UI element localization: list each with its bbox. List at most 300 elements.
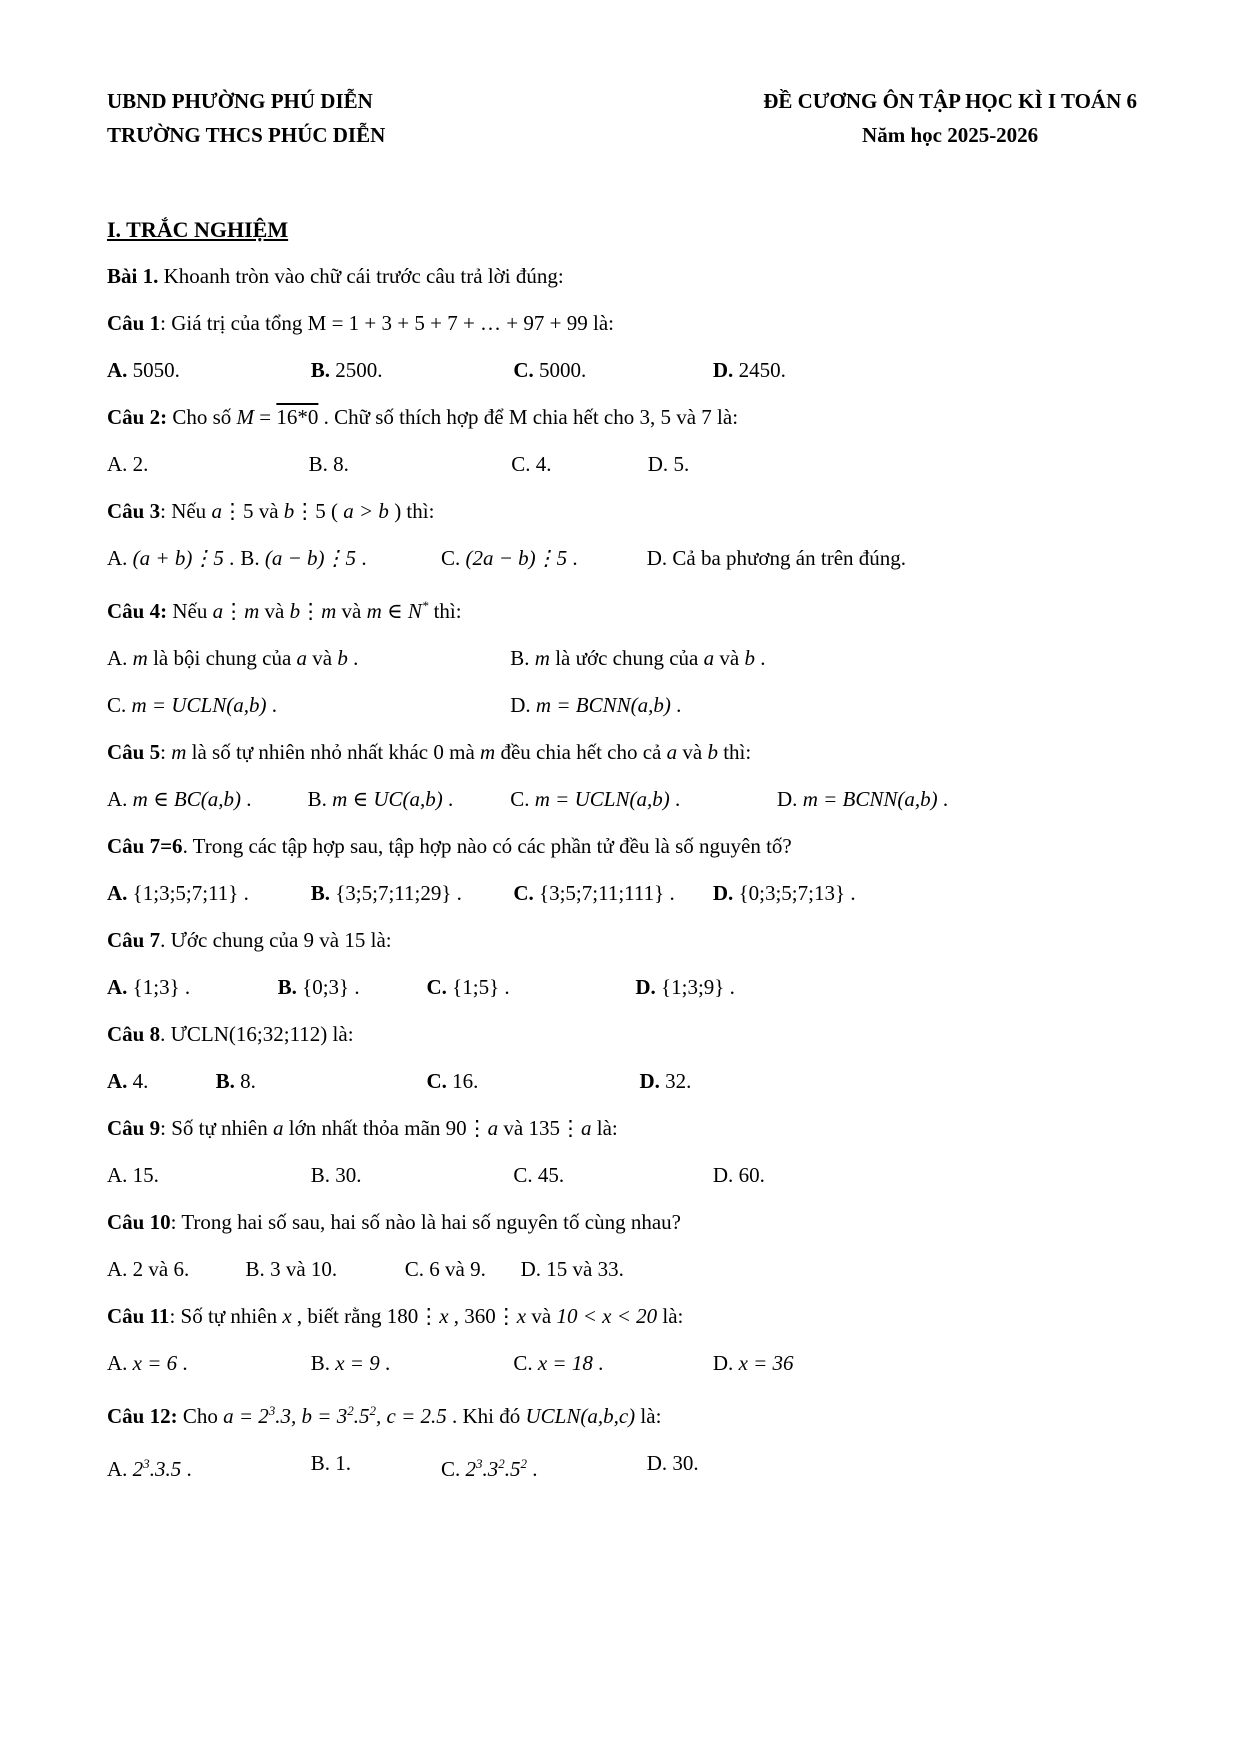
option-letter: D. [712, 358, 739, 382]
text-segment: : Số tự nhiên [160, 1116, 273, 1140]
text-segment: 60. [738, 1163, 765, 1187]
text-segment: 8. [240, 1069, 256, 1093]
question [107, 729, 1141, 823]
text-segment: là: [657, 1304, 684, 1328]
question [107, 1199, 1141, 1293]
option-letter: B. [310, 1163, 336, 1187]
text-segment: x [282, 1304, 292, 1328]
option-letter: C. [426, 1069, 453, 1093]
text-segment: là số tự nhiên nhỏ nhất khác 0 mà [186, 740, 481, 764]
answer-option [511, 441, 647, 488]
text-segment: . [240, 787, 252, 811]
option-letter: A. [107, 1351, 133, 1375]
option-letter: C. [426, 975, 453, 999]
text-segment: .5 [353, 1404, 370, 1428]
question-text [107, 823, 1141, 870]
text-segment: . [669, 787, 681, 811]
text-segment: : Số tự nhiên [169, 1304, 283, 1328]
text-segment: là ước chung của [549, 646, 704, 670]
text-segment: a [580, 1116, 592, 1140]
text-segment: là: [591, 1116, 618, 1140]
answer-option [405, 1246, 521, 1293]
option-letter: D. [635, 975, 662, 999]
text-segment: 15. [132, 1163, 159, 1187]
text-segment: . Trong các tập hợp sau, tập hợp nào có các phần tử đều là số nguyên tố? [182, 834, 792, 858]
text-segment: b = 3 [301, 1404, 348, 1428]
text-segment: . [499, 975, 510, 999]
text-segment: và [714, 646, 745, 670]
text-segment: ( [325, 499, 344, 523]
text-segment: m [480, 740, 496, 764]
question [107, 1105, 1141, 1199]
option-letter: B. [215, 1069, 241, 1093]
text-segment: 2500. [335, 358, 383, 382]
text-segment: = [254, 405, 277, 429]
option-letter: B. [510, 646, 535, 670]
text-segment: m = UCLN(a,b) [534, 787, 670, 811]
option-letter: C. [107, 693, 132, 717]
option-letter: B. [310, 881, 336, 905]
text-segment: {0;3} [302, 975, 350, 999]
text-segment: 2 [369, 1403, 376, 1418]
answer-option [427, 964, 636, 1011]
text-segment: .3, [275, 1404, 302, 1428]
question-text [107, 1011, 1141, 1058]
answer-option [107, 1440, 311, 1493]
question-label: Câu 9 [107, 1116, 161, 1140]
text-segment: 3 [268, 1403, 276, 1418]
text-segment: a [211, 499, 222, 523]
text-segment: . [356, 546, 367, 570]
text-segment: và [498, 1116, 529, 1140]
text-segment: {1;3} [132, 975, 180, 999]
answer-option [107, 1152, 311, 1199]
option-letter: A. [107, 1457, 133, 1481]
text-segment: ⋮5 [221, 499, 254, 523]
option-letter: B. [307, 787, 333, 811]
text-segment: : [160, 740, 172, 764]
question [107, 300, 1141, 394]
option-letter: C. [513, 881, 540, 905]
answer-option [441, 535, 647, 582]
answer-option [426, 1058, 639, 1105]
answer-option [278, 964, 427, 1011]
option-letter: B. [245, 1257, 271, 1281]
question-label: Câu 2: [107, 405, 168, 429]
option-letter: D. [712, 1163, 739, 1187]
option-letter: D. [712, 1351, 739, 1375]
answer-option [647, 1440, 1141, 1493]
answer-option [648, 441, 1141, 488]
question-text [107, 917, 1141, 964]
options-row [107, 870, 1141, 917]
text-segment: . [664, 881, 675, 905]
exercise-label: Bài 1. [107, 264, 159, 288]
text-segment: ) thì: [388, 499, 435, 523]
text-segment: .3.5 [149, 1457, 182, 1481]
answer-option [713, 1340, 1141, 1387]
text-segment: b [707, 740, 718, 764]
text-segment: 5050. [132, 358, 180, 382]
answer-option [216, 1058, 427, 1105]
option-letter: C. [513, 358, 540, 382]
options-row [107, 964, 1141, 1011]
answer-option [107, 635, 510, 682]
exercise-instruction [107, 253, 1141, 300]
text-segment: . Khi đó [446, 1404, 526, 1428]
document-header [107, 84, 1141, 152]
option-letter: A. [107, 546, 133, 570]
option-letter: D. [646, 546, 673, 570]
question-text [107, 300, 1141, 347]
text-segment: . [442, 787, 454, 811]
question-label: Câu 3 [107, 499, 161, 523]
text-segment: và [336, 599, 367, 623]
option-letter: A. [107, 646, 133, 670]
answer-option [713, 870, 1141, 917]
text-segment: : Trong hai số sau, hai số nào là hai số nguyên tố cùng nhau? [170, 1210, 681, 1234]
text-segment: 15 và 33. [546, 1257, 624, 1281]
option-letter: C. [513, 1351, 538, 1375]
answer-option [107, 1246, 246, 1293]
text-segment: (2a − b)⋮5 [465, 546, 568, 570]
text-segment: N [407, 599, 422, 623]
answer-option [311, 347, 514, 394]
text-segment: 5. [673, 452, 690, 476]
text-segment: 90⋮ [445, 1116, 488, 1140]
question [107, 823, 1141, 917]
option-letter: B. [310, 1451, 336, 1475]
text-segment: m = UCLN(a,b) [131, 693, 267, 717]
text-segment: . [238, 881, 249, 905]
text-segment: 30. [335, 1163, 362, 1187]
question [107, 1387, 1141, 1493]
text-segment: 3 và 10. [270, 1257, 338, 1281]
question-label: Câu 12: [107, 1404, 178, 1428]
question-label: Câu 1 [107, 311, 161, 335]
question [107, 488, 1141, 582]
text-segment: là: [635, 1404, 662, 1428]
answer-option [513, 1152, 713, 1199]
question-text [107, 729, 1141, 776]
question-text [107, 1293, 1141, 1340]
text-segment: 32. [665, 1069, 692, 1093]
text-segment: , [376, 1404, 387, 1428]
options-row [107, 1152, 1141, 1199]
text-segment: 16*0 [276, 405, 319, 429]
text-segment: . [379, 1351, 391, 1375]
text-segment: m = BCNN(a,b) [535, 693, 671, 717]
text-segment: x = 9 [335, 1351, 380, 1375]
text-segment: . [937, 787, 949, 811]
option-letter: D. [777, 787, 803, 811]
text-segment: . [349, 975, 360, 999]
question-text [107, 488, 1141, 535]
text-segment: và [253, 499, 284, 523]
text-segment: 4. [535, 452, 552, 476]
text-segment: {1;5} [452, 975, 500, 999]
option-letter: C. [511, 452, 536, 476]
text-segment: . [670, 693, 682, 717]
text-segment: M [236, 405, 255, 429]
answer-option [513, 347, 713, 394]
text-segment: Cho [177, 1404, 224, 1428]
text-segment: 10 < x < 20 [556, 1304, 658, 1328]
text-segment: và [259, 599, 290, 623]
options-row [107, 1340, 1141, 1387]
option-letter: B. [310, 1351, 336, 1375]
text-segment: {3;5;7;11;29} [335, 881, 452, 905]
text-segment: UCLN(a,b,c) [525, 1404, 636, 1428]
option-letter: C. [510, 787, 535, 811]
option-letter: A. [107, 787, 133, 811]
answer-option [107, 776, 308, 823]
answer-option [647, 535, 1141, 582]
answer-option [635, 964, 1141, 1011]
header-left-block [107, 84, 385, 152]
text-segment: x [516, 1304, 527, 1328]
header-right-block [763, 84, 1141, 152]
option-letter: C. [440, 546, 466, 570]
text-segment: 4. [132, 1069, 149, 1093]
text-segment: 3 [143, 1456, 150, 1471]
question-text [107, 1105, 1141, 1152]
option-letter: C. [513, 1163, 538, 1187]
answer-option [311, 1152, 514, 1199]
option-letter: C. [404, 1257, 430, 1281]
text-segment: * [421, 598, 429, 613]
text-segment: 2. [132, 452, 149, 476]
text-segment: Cho số [167, 405, 237, 429]
text-segment: ⋮ [223, 599, 245, 623]
text-segment: . [845, 881, 856, 905]
text-segment: m ∈ UC(a,b) [332, 787, 443, 811]
question-label: Câu 4: [107, 599, 168, 623]
answer-option [309, 441, 512, 488]
text-segment: (a − b)⋮5 [264, 546, 357, 570]
text-segment: ⋮ [300, 599, 322, 623]
text-segment: 3 [475, 1456, 483, 1471]
option-letter: A. [107, 1163, 133, 1187]
answer-option [246, 1246, 405, 1293]
answer-option [777, 776, 1141, 823]
text-segment: 5000. [539, 358, 587, 382]
text-segment: . Chữ số thích hợp để M chia hết cho 3, 5 và 7 là: [318, 405, 739, 429]
text-segment: m [244, 599, 260, 623]
text-segment: . [451, 881, 462, 905]
text-segment: . [179, 975, 191, 999]
options-row [107, 1058, 1141, 1105]
answer-option [639, 1058, 1141, 1105]
text-segment: a [666, 740, 678, 764]
text-segment: và [307, 646, 338, 670]
text-segment: là: [327, 1022, 354, 1046]
text-segment: . Ước chung của 9 và 15 là: [160, 928, 392, 952]
answer-option [311, 1440, 441, 1493]
text-segment: 1. [335, 1451, 351, 1475]
text-segment: . [181, 1457, 192, 1481]
text-segment: 8. [333, 452, 349, 476]
text-segment: ∈ [381, 599, 408, 623]
text-segment: . [266, 693, 277, 717]
text-segment: 45. [537, 1163, 565, 1187]
option-letter: B. [308, 452, 334, 476]
answer-option [107, 682, 510, 729]
option-letter: A. [107, 881, 133, 905]
text-segment: 2450. [738, 358, 786, 382]
option-letter: A. [107, 1069, 133, 1093]
answer-option [713, 347, 1141, 394]
answer-option [240, 535, 441, 582]
academic-year: Năm học 2025-2026 [862, 123, 1039, 147]
answer-option [513, 1340, 713, 1387]
text-segment: x = 18 [537, 1351, 593, 1375]
text-segment: là bội chung của [147, 646, 297, 670]
text-segment: và [677, 740, 708, 764]
text-segment: . [223, 546, 235, 570]
answer-option [510, 682, 1141, 729]
answer-option [521, 1246, 1141, 1293]
option-letter: D. [646, 1451, 673, 1475]
text-segment: .5 [504, 1457, 521, 1481]
answer-option [510, 776, 777, 823]
question-label: Câu 11 [107, 1304, 170, 1328]
text-segment: 2 [347, 1403, 354, 1418]
text-segment: 2 [498, 1456, 505, 1471]
text-segment: : Giá trị của tổng M = 1 + 3 + 5 + 7 + … + 97 + 99 là: [160, 311, 614, 335]
options-row [107, 347, 1141, 394]
option-letter: D. [647, 452, 674, 476]
answer-option [107, 1340, 311, 1387]
school-name: TRƯỜNG THCS PHÚC DIỄN [107, 123, 386, 147]
text-segment: m [132, 646, 148, 670]
text-segment: . [347, 646, 359, 670]
text-segment: . [527, 1457, 538, 1481]
answer-option [510, 635, 1141, 682]
text-segment: (a + b)⋮5 [132, 546, 224, 570]
text-segment: 2 và 6. [132, 1257, 190, 1281]
text-segment: c = 2.5 [386, 1404, 447, 1428]
text-segment: {1;3;5;7;11} [132, 881, 239, 905]
options-row [107, 635, 1141, 729]
options-row [107, 776, 1141, 823]
text-segment: m [534, 646, 550, 670]
text-segment: {1;3;9} [661, 975, 725, 999]
question [107, 1293, 1141, 1387]
answer-option [513, 870, 713, 917]
text-segment: , [448, 1304, 465, 1328]
question [107, 917, 1141, 1011]
text-segment: . [754, 646, 766, 670]
option-letter: D. [510, 693, 536, 717]
text-segment: 2 [465, 1457, 476, 1481]
text-segment: 180⋮ [386, 1304, 440, 1328]
answer-option [107, 964, 278, 1011]
text-segment: Cả ba phương án trên đúng. [672, 546, 907, 570]
question-label: Câu 8 [107, 1022, 161, 1046]
text-segment: 2 [520, 1456, 528, 1471]
text-segment: 135⋮ [528, 1116, 581, 1140]
answer-option [441, 1440, 647, 1493]
text-segment: . [592, 1351, 604, 1375]
question-text [107, 394, 1141, 441]
option-letter: B. [310, 358, 336, 382]
issuing-authority: UBND PHƯỜNG PHÚ DIỄN [107, 89, 373, 113]
option-letter: B. [240, 546, 265, 570]
question-list [107, 300, 1141, 1493]
text-segment: đều chia hết cho cả [495, 740, 667, 764]
option-letter: A. [107, 358, 133, 382]
text-segment: . [177, 1351, 188, 1375]
answer-option [713, 1152, 1141, 1199]
answer-option [308, 776, 511, 823]
option-letter: D. [520, 1257, 547, 1281]
text-segment: a [273, 1116, 284, 1140]
text-segment: a = 2 [223, 1404, 269, 1428]
question-text [107, 582, 1141, 635]
option-letter: D. [639, 1069, 666, 1093]
text-segment: .3 [482, 1457, 499, 1481]
options-row [107, 1246, 1141, 1293]
text-segment: a [487, 1116, 499, 1140]
text-segment: m [321, 599, 337, 623]
text-segment: x = 36 [738, 1351, 794, 1375]
option-letter: A. [107, 1257, 133, 1281]
text-segment: thì: [428, 599, 462, 623]
answer-option [107, 441, 309, 488]
document-title: ĐỀ CƯƠNG ÔN TẬP HỌC KÌ I TOÁN 6 [763, 89, 1137, 113]
question-text [107, 1199, 1141, 1246]
text-segment: : Nếu [160, 499, 212, 523]
text-segment: x = 6 [132, 1351, 178, 1375]
question-label: Câu 7=6 [107, 834, 183, 858]
question-label: Câu 10 [107, 1210, 171, 1234]
exercise-text: Khoanh tròn vào chữ cái trước câu trả lời đúng: [158, 264, 564, 288]
text-segment: a [212, 599, 224, 623]
text-segment: m [171, 740, 187, 764]
text-segment: a [296, 646, 308, 670]
text-segment: 30. [672, 1451, 699, 1475]
text-segment: b [744, 646, 755, 670]
text-segment: m = BCNN(a,b) [802, 787, 938, 811]
text-segment: 16. [452, 1069, 479, 1093]
option-letter: A. [107, 975, 133, 999]
question-label: Câu 7 [107, 928, 161, 952]
answer-option [311, 870, 514, 917]
text-segment: , biết rằng [291, 1304, 387, 1328]
option-letter: A. [107, 452, 133, 476]
text-segment: Nếu [167, 599, 213, 623]
text-segment: a > b [343, 499, 389, 523]
text-segment: b [337, 646, 348, 670]
text-segment: m [366, 599, 382, 623]
text-segment: a [703, 646, 715, 670]
text-segment: 6 và 9. [429, 1257, 486, 1281]
section-title: I. TRẮC NGHIỆM [107, 217, 289, 242]
option-letter: B. [277, 975, 303, 999]
options-row [107, 535, 1141, 582]
text-segment: và [526, 1304, 557, 1328]
option-letter: C. [440, 1457, 466, 1481]
question [107, 582, 1141, 729]
question [107, 394, 1141, 488]
text-segment: b [289, 599, 301, 623]
text-segment: m ∈ BC(a,b) [132, 787, 241, 811]
text-segment: {0;3;5;7;13} [738, 881, 846, 905]
options-row [107, 441, 1141, 488]
question-text [107, 1387, 1141, 1440]
question-label: Câu 5 [107, 740, 161, 764]
